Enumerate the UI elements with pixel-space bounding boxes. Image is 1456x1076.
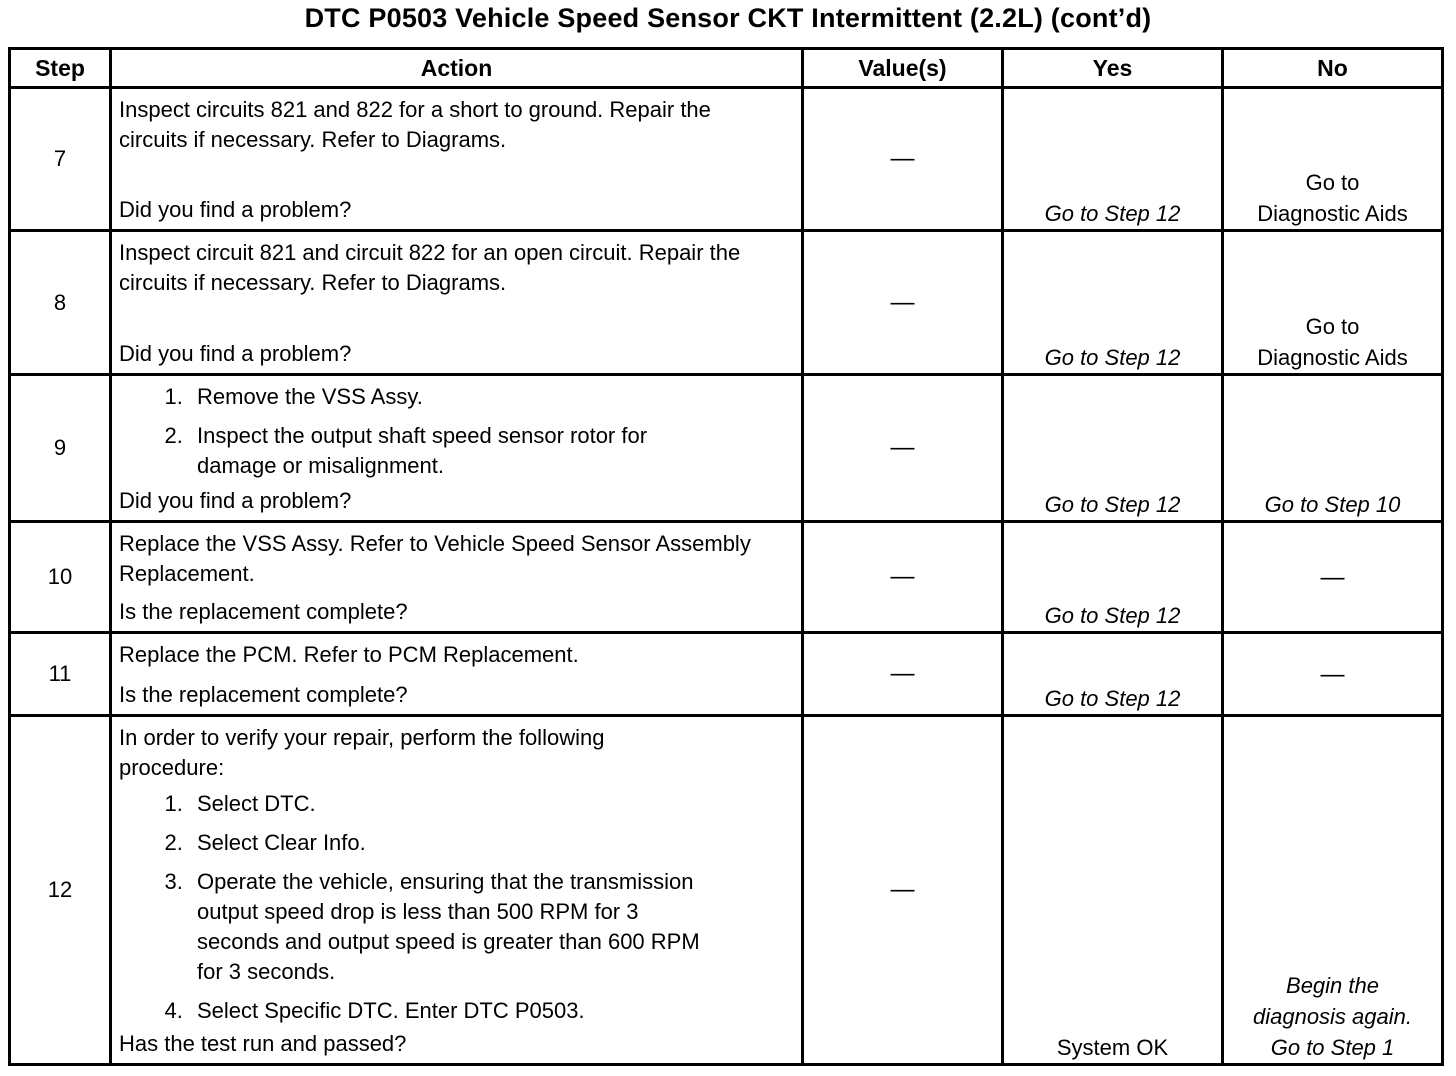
procedure-step: 1. Remove the VSS Assy. xyxy=(189,382,725,412)
action-text: Inspect circuits 821 and 822 for a short to ground. Repair the circuits if necessary. Refer to Diagrams. xyxy=(119,97,711,152)
no-cell xyxy=(1223,716,1443,1065)
yes-cell: Go to Step 12 xyxy=(1003,88,1223,231)
step-number: 7 xyxy=(10,88,111,231)
no-cell xyxy=(1223,231,1443,375)
procedure-step: 2. Select Clear Info. xyxy=(189,828,705,858)
table-row xyxy=(10,633,1443,716)
action-text: Inspect circuit 821 and circuit 822 for an open circuit. Repair the circuits if necessary. Refer to Diagrams. xyxy=(119,240,741,295)
value-cell: — xyxy=(803,231,1003,375)
step-number: 11 xyxy=(10,633,111,716)
page-title: DTC P0503 Vehicle Speed Sensor CKT Intermittent (2.2L) (cont’d) xyxy=(304,3,1152,33)
no-line: Diagnostic Aids xyxy=(1257,201,1408,226)
value-cell: — xyxy=(803,716,1003,1065)
no-cell: — xyxy=(1223,522,1443,633)
no-line: Go to Step 1 xyxy=(1270,1035,1395,1060)
table-row xyxy=(10,716,1443,1065)
value-cell: — xyxy=(803,633,1003,716)
no-cell: Go to Step 10 xyxy=(1223,375,1443,522)
column-header-step: Step xyxy=(10,49,111,88)
table-header-row xyxy=(10,49,1443,88)
action-question: Is the replacement complete? xyxy=(119,682,408,707)
value-cell: — xyxy=(803,375,1003,522)
yes-cell: Go to Step 12 xyxy=(1003,633,1223,716)
step-number: 10 xyxy=(10,522,111,633)
action-cell xyxy=(111,88,803,231)
action-question: Did you find a problem? xyxy=(119,341,352,366)
action-question: Is the replacement complete? xyxy=(119,599,408,624)
table-row xyxy=(10,88,1443,231)
action-text: Replace the VSS Assy. Refer to Vehicle Speed Sensor Assembly Replacement. xyxy=(119,531,751,586)
table-row xyxy=(10,522,1443,633)
step-number: 12 xyxy=(10,716,111,1065)
action-cell xyxy=(111,716,803,1065)
yes-cell: Go to Step 12 xyxy=(1003,522,1223,633)
no-line: Diagnostic Aids xyxy=(1257,345,1408,370)
value-cell: — xyxy=(803,522,1003,633)
no-line: Go to xyxy=(1305,314,1360,339)
action-text: In order to verify your repair, perform the following procedure: xyxy=(119,725,605,780)
procedure-step: 4. Select Specific DTC. Enter DTC P0503. xyxy=(189,996,705,1026)
action-cell xyxy=(111,633,803,716)
column-header-yes: Yes xyxy=(1003,49,1223,88)
table-row xyxy=(10,231,1443,375)
no-cell: — xyxy=(1223,633,1443,716)
procedure-step: 2. Inspect the output shaft speed sensor rotor for damage or misalignment. xyxy=(189,421,725,481)
action-question: Has the test run and passed? xyxy=(119,1031,407,1056)
no-line: diagnosis again. xyxy=(1252,1004,1412,1029)
action-text: Replace the PCM. Refer to PCM Replacement. xyxy=(119,642,579,667)
no-line: Go to xyxy=(1305,170,1360,195)
step-number: 9 xyxy=(10,375,111,522)
yes-cell: Go to Step 12 xyxy=(1003,375,1223,522)
table-row xyxy=(10,375,1443,522)
step-number: 8 xyxy=(10,231,111,375)
action-question: Did you find a problem? xyxy=(119,197,352,222)
column-header-action: Action xyxy=(111,49,803,88)
procedure-step: 3. Operate the vehicle, ensuring that the transmission output speed drop is less than 500 RPM for 3 seconds and output speed is greater than 600 RPM for 3 seconds. xyxy=(189,867,705,987)
yes-cell: System OK xyxy=(1003,716,1223,1065)
column-header-no: No xyxy=(1223,49,1443,88)
yes-cell: Go to Step 12 xyxy=(1003,231,1223,375)
action-cell xyxy=(111,522,803,633)
action-cell xyxy=(111,231,803,375)
no-line: Begin the xyxy=(1286,973,1379,998)
action-cell xyxy=(111,375,803,522)
action-question: Did you find a problem? xyxy=(119,488,352,513)
procedure-step: 1. Select DTC. xyxy=(189,789,705,819)
diagnostic-table xyxy=(8,47,1444,1066)
column-header-values: Value(s) xyxy=(803,49,1003,88)
value-cell: — xyxy=(803,88,1003,231)
no-cell xyxy=(1223,88,1443,231)
